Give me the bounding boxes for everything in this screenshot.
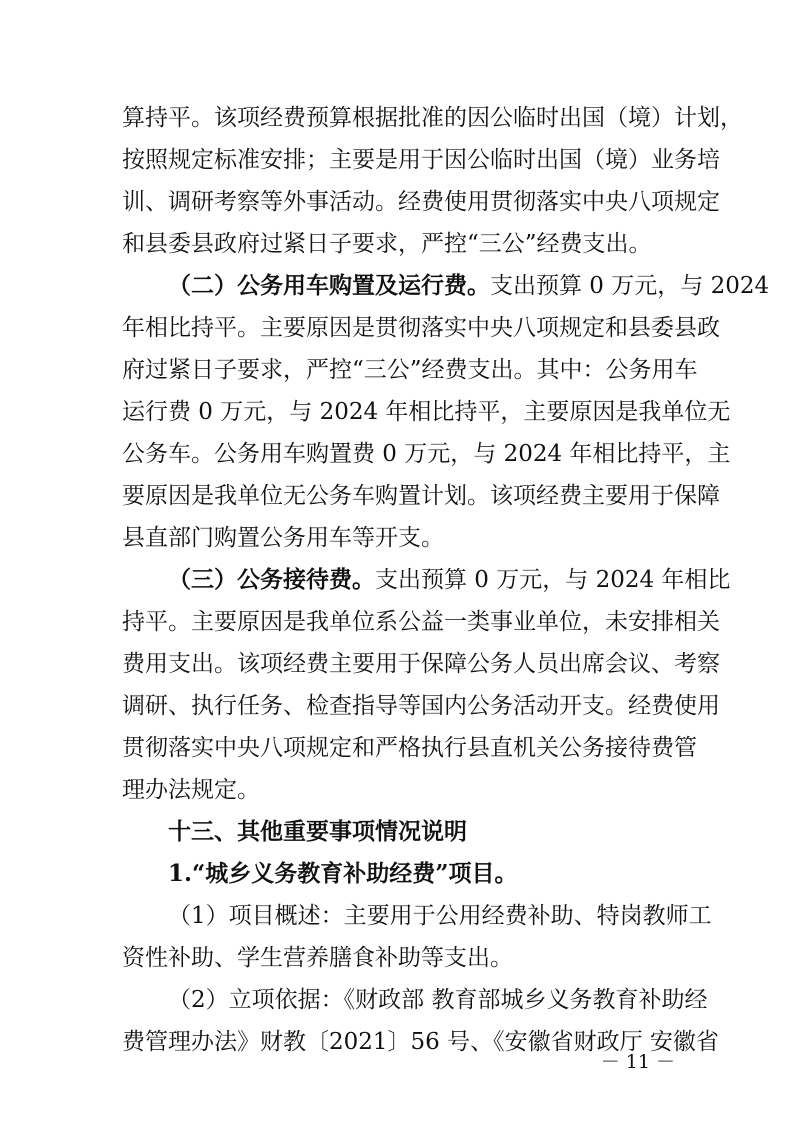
paragraph-first-line: （1）项目概述：主要用于公用经费补助、特岗教师工 [168, 903, 712, 929]
paragraph-line: 年相比持平。主要原因是贯彻落实中央八项规定和县委县政 [122, 315, 720, 341]
paragraph-line: 运行费 0 万元，与 2024 年相比持平，主要原因是我单位无 [122, 399, 731, 425]
paragraph-line: 要原因是我单位无公务车购置计划。该项经费主要用于保障 [122, 483, 720, 509]
paragraph-first-line [168, 560, 731, 600]
paragraph-line: 和县委县政府过紧日子要求，严控“三公”经费支出。 [122, 231, 652, 257]
paragraph-text: 支出预算 0 万元，与 2024 [490, 273, 770, 299]
paragraph-first-line [168, 266, 770, 306]
item-heading: 1.“城乡义务教育补助经费”项目。 [168, 860, 518, 887]
subsection-heading: （三）公务接待费。 [168, 566, 375, 593]
paragraph-line: 县直部门购置公务用车等开支。 [122, 525, 444, 551]
subsection-heading: （二）公务用车购置及运行费。 [168, 272, 490, 299]
paragraph-text: 支出预算 0 万元，与 2024 年相比 [375, 567, 731, 593]
paragraph-line: 持平。主要原因是我单位系公益一类事业单位，未安排相关 [122, 609, 720, 635]
paragraph-line: 贯彻落实中央八项规定和严格执行县直机关公务接待费管 [122, 735, 697, 761]
paragraph-line: 费用支出。该项经费主要用于保障公务人员出席会议、考察 [122, 651, 720, 677]
paragraph-line: 算持平。该项经费预算根据批准的因公临时出国（境）计划， [122, 105, 743, 131]
section-heading: 十三、其他重要事项情况说明 [168, 818, 467, 845]
paragraph-first-line: （2）立项依据：《财政部 教育部城乡义务教育补助经 [168, 987, 708, 1013]
paragraph-line: 资性补助、学生营养膳食补助等支出。 [122, 945, 513, 971]
paragraph-line: 府过紧日子要求，严控“三公”经费支出。其中：公务用车 [122, 357, 698, 383]
paragraph-line: 费管理办法》财教〔2021〕56 号、《安徽省财政厅 安徽省 [122, 1029, 719, 1055]
paragraph-line: 训、调研考察等外事活动。经费使用贯彻落实中央八项规定 [122, 189, 720, 215]
page-number: － 11 － [600, 1051, 675, 1073]
paragraph-line: 理办法规定。 [122, 777, 260, 803]
paragraph-line: 调研、执行任务、检查指导等国内公务活动开支。经费使用 [122, 693, 720, 719]
paragraph-line: 按照规定标准安排；主要是用于因公临时出国（境）业务培 [122, 147, 720, 173]
paragraph-line: 公务车。公务用车购置费 0 万元，与 2024 年相比持平，主 [122, 441, 731, 467]
